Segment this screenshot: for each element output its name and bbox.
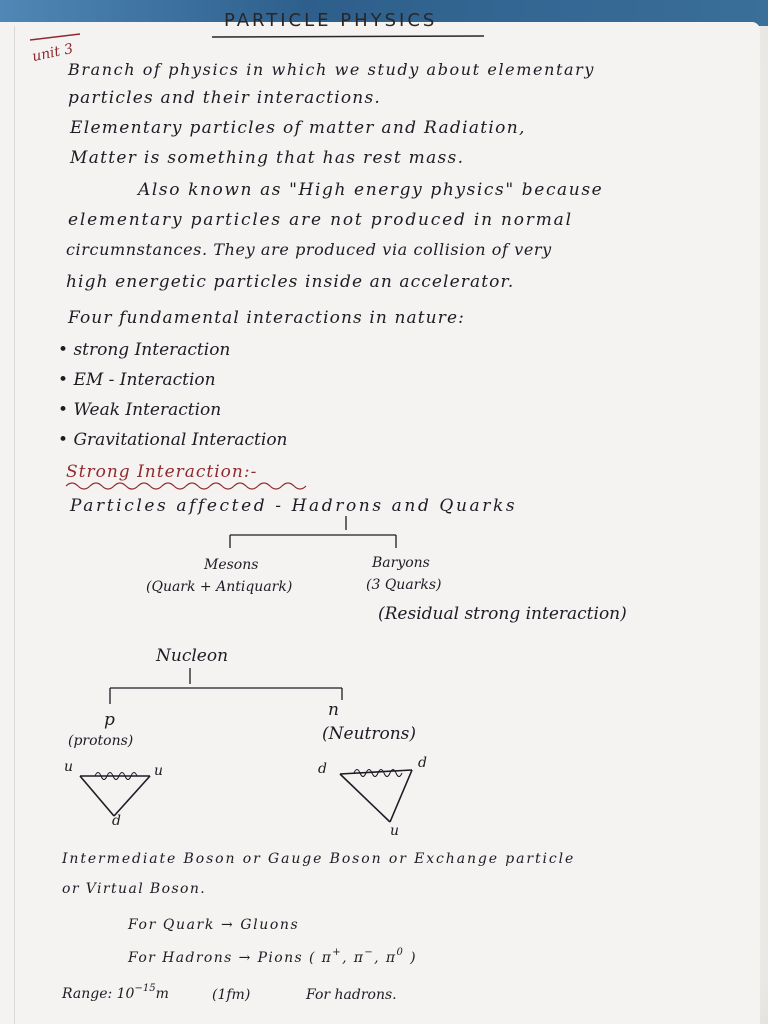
interaction-item: Gravitational Interaction bbox=[73, 430, 288, 450]
range-line bbox=[62, 984, 169, 1001]
bullet-3: • Weak Interaction bbox=[58, 400, 222, 420]
protons-label: (protons) bbox=[68, 733, 134, 749]
page-title: PARTICLE PHYSICS bbox=[224, 10, 438, 31]
for-hadrons-text: For Hadrons → Pions ( π bbox=[128, 950, 333, 966]
strong-heading: Strong Interaction:- bbox=[66, 462, 258, 482]
proton-symbol: p bbox=[104, 710, 115, 730]
bullet-1: • strong Interaction bbox=[58, 340, 231, 360]
pion-plus-sup: + bbox=[332, 947, 343, 958]
neutron-triangle bbox=[340, 770, 412, 823]
range-exponent: −15 bbox=[134, 983, 156, 994]
text-line-5: Also known as "High energy physics" because bbox=[138, 180, 604, 200]
neutron-quark-2: d bbox=[418, 755, 427, 771]
residual-note: (Residual strong interaction) bbox=[378, 604, 627, 624]
neutron-symbol: n bbox=[328, 700, 339, 720]
proton-quark-2: u bbox=[154, 763, 164, 779]
range-unit: m bbox=[155, 986, 169, 1002]
proton-triangle bbox=[80, 773, 150, 817]
interaction-item: Weak Interaction bbox=[73, 400, 222, 420]
text-line-4: Matter is something that has rest mass. bbox=[70, 148, 465, 168]
interaction-item: strong Interaction bbox=[73, 340, 231, 360]
boson-line-1: Intermediate Boson or Gauge Boson or Exchange particle bbox=[62, 851, 576, 867]
proton-quark-3: d bbox=[112, 813, 121, 829]
baryons-desc: (3 Quarks) bbox=[366, 577, 442, 593]
pion-minus-sup: − bbox=[364, 947, 375, 958]
text-line-1: Branch of physics in which we study about elementary bbox=[68, 60, 596, 79]
neutrons-label: (Neutrons) bbox=[322, 724, 417, 744]
mesons-desc: (Quark + Antiquark) bbox=[146, 579, 293, 595]
range-for: For hadrons. bbox=[306, 987, 397, 1003]
strong-heading-squiggle bbox=[66, 483, 306, 489]
bullet-2: • EM - Interaction bbox=[58, 370, 216, 390]
unit-label: unit 3 bbox=[30, 40, 75, 66]
for-quark-line: For Quark → Gluons bbox=[128, 917, 300, 933]
neutron-quark-3: u bbox=[390, 823, 400, 839]
title-underline bbox=[212, 36, 484, 37]
unit-underline bbox=[30, 34, 80, 40]
pion-close: ) bbox=[404, 950, 417, 966]
proton-quark-1: u bbox=[64, 759, 74, 775]
text-line-7: circumnstances. They are produced via collision of very bbox=[66, 240, 552, 259]
text-line-6: elementary particles are not produced in normal bbox=[68, 210, 573, 230]
for-hadrons-line bbox=[128, 948, 417, 965]
text-line-3: Elementary particles of matter and Radiation, bbox=[70, 118, 526, 138]
bullet-4: • Gravitational Interaction bbox=[58, 430, 288, 450]
boson-line-2: or Virtual Boson. bbox=[62, 881, 207, 897]
pion-sep-1: , π bbox=[342, 950, 365, 966]
mesons-label: Mesons bbox=[204, 557, 259, 573]
text-line-8: high energetic particles inside an accelerator. bbox=[66, 272, 515, 292]
interaction-item: EM - Interaction bbox=[73, 370, 216, 390]
text-line-2: particles and their interactions. bbox=[68, 88, 381, 108]
interactions-heading: Four fundamental interactions in nature: bbox=[68, 308, 465, 328]
pion-zero-sup: 0 bbox=[396, 947, 405, 958]
range-text: Range: 10 bbox=[62, 986, 135, 1002]
pion-sep-2: , π bbox=[374, 950, 397, 966]
baryons-label: Baryons bbox=[372, 555, 430, 571]
range-fm: (1fm) bbox=[212, 987, 251, 1003]
neutron-quark-1: d bbox=[318, 761, 327, 777]
nucleon-label: Nucleon bbox=[156, 646, 229, 666]
affected-line: Particles affected - Hadrons and Quarks bbox=[70, 496, 518, 516]
